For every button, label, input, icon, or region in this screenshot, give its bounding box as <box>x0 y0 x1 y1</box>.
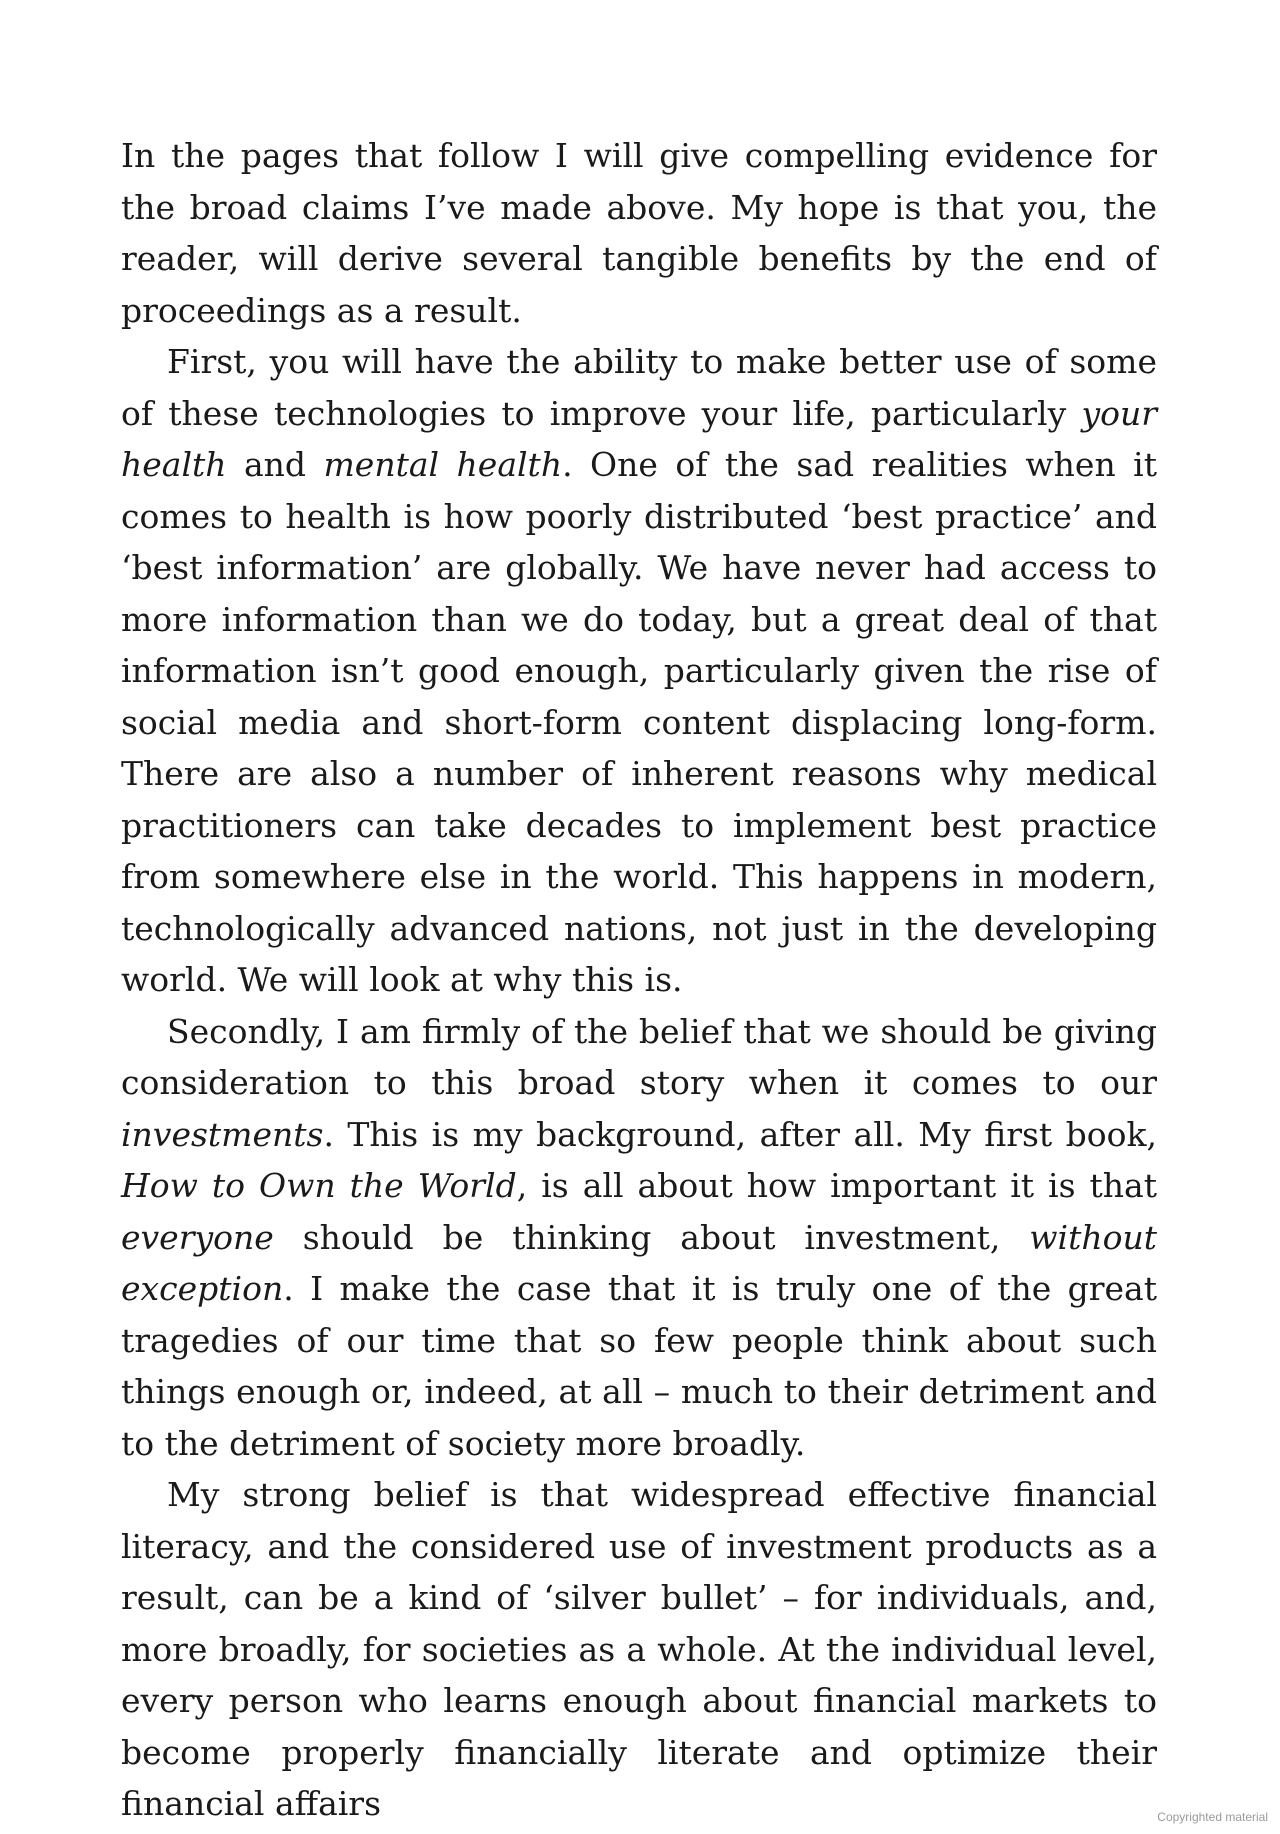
copyright-watermark: Copyrighted material <box>1157 1810 1268 1824</box>
emphasis-everyone: everyone <box>121 1217 274 1257</box>
body-text <box>121 130 1157 1830</box>
paragraph-4: My strong belief is that widespread effective financial literacy, and the considered use of investment products as a result, can be a kind of ‘silver bullet’ – for individuals, and, more broadly, for societies as a whole. At the individual level, every person who learns enough about financial markets to become properly financially literate and optimize their financial affairs <box>121 1475 1157 1823</box>
emphasis-mental-health: mental health <box>323 445 563 484</box>
emphasis-investments: investments <box>121 1114 324 1154</box>
paragraph-1: In the pages that follow I will give compelling evidence for the broad claims I’ve made above. My hope is that you, the reader, will derive several tangible benefits by the end of proceedings as a result. <box>121 136 1157 330</box>
paragraph-3: Secondly, I am firmly of the belief that we should be giving consideration to this broad story when it comes to our investments. This is my background, after all. My first book, How to Own the World, is all about how important it is that everyone should be thinking about investment, without exception. I make the case that it is truly one of the great tragedies of our time that so few people think about such things enough or, indeed, at all – much to their detriment and to the detriment of society more broadly. <box>121 1011 1157 1463</box>
book-title: How to Own the World <box>121 1166 517 1205</box>
emphasis-without-exception: without exception <box>121 1217 1157 1308</box>
emphasis-your-health: your health <box>121 393 1157 484</box>
paragraph-2: First, you will have the ability to make better use of some of these technologies to improve your life, particularly your health and mental health. One of the sad realities when it comes to health is how poorly distributed ‘best practice’ and ‘best information’ are globally. We have never had access to more information than we do today, but a great deal of that information isn’t good enough, particularly given the rise of social media and short-form content displacing long-form. There are also a number of inherent reasons why medical practitioners can take decades to implement best practice from somewhere else in the world. This happens in modern, technologically advanced nations, not just in the developing world. We will look at why this is. <box>121 342 1157 999</box>
